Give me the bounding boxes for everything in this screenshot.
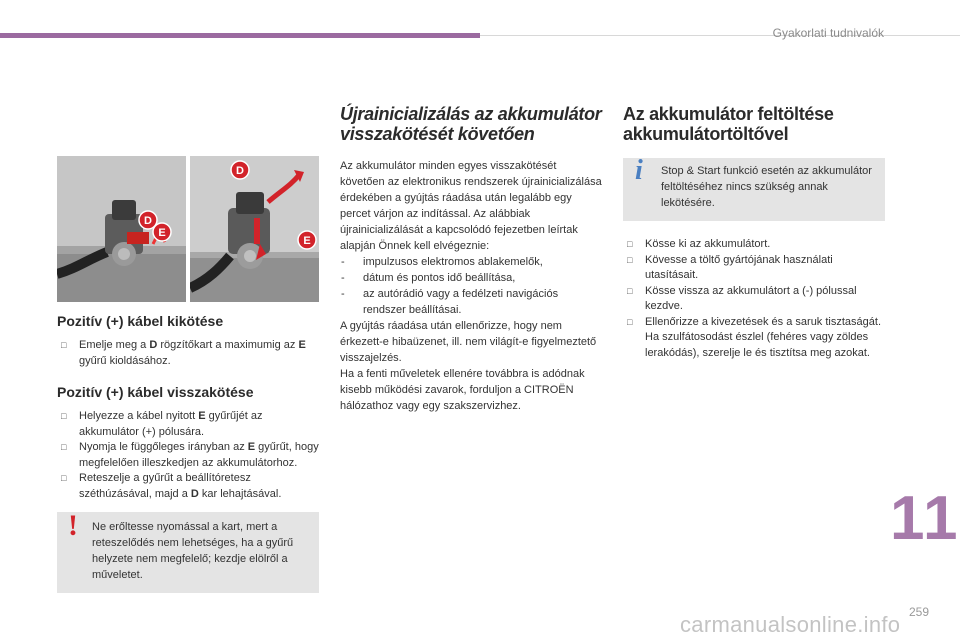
- info-note: [623, 155, 885, 221]
- list-item: - impulzusos elektromos ablakemelők,: [340, 254, 602, 270]
- header-rule: [480, 35, 960, 36]
- disconnect-title: Pozitív (+) kábel kikötése: [57, 313, 224, 329]
- page-number: 259: [909, 605, 930, 619]
- list-item: □ Emelje meg a D rögzítőkart a maximumig az E gyűrű kioldásához.: [57, 338, 319, 369]
- list-item: - az autórádió vagy a fedélzeti navigációs rendszer beállításai.: [340, 286, 602, 318]
- list-item: □ Kösse vissza az akkumulátort a (-) pólussal kezdve.: [623, 284, 885, 315]
- label-e-left: E: [158, 227, 166, 239]
- middle-column: [340, 104, 602, 414]
- charging-title: Az akkumulátor feltöltése akkumulátortöltővel: [623, 104, 834, 144]
- list-item: □ Nyomja le függőleges irányban az E gyűrűt, hogy megfelelően illeszkedjen az akkumulátorhoz.: [57, 440, 319, 471]
- list-item: □ Reteszelje a gyűrűt a beállítóretesz széthúzásával, majd a D kar lehajtásával.: [57, 471, 319, 502]
- reinit-check-text: A gyújtás ráadása után ellenőrizze, hogy nem érkezett-e hibaüzenet, ill. nem világít-e figyelmeztető visszajelzés.: [340, 320, 597, 364]
- header-accent-bar: [0, 33, 480, 38]
- reinit-intro: Az akkumulátor minden egyes visszakötését követően az elektronikus rendszerek újrainicializálása érdekében a gyújtás ráadása után legalább egy percet várjon az indítással. Az alábbiak újrainicializálását a kapcsolódó fejezetben leírtak alapján Önnek kell elvégeznie:: [340, 160, 602, 252]
- terminal-photo-left: [57, 156, 186, 302]
- label-e-right: E: [303, 235, 311, 247]
- charging-steps: [623, 237, 885, 361]
- watermark: carmanualsonline.info: [680, 612, 901, 637]
- reinit-service-text: Ha a fenti műveletek ellenére továbbra is adódnak kisebb működési zavarok, forduljon a CITROËN hálózathoz vagy egy szakszervizhez.: [340, 368, 585, 412]
- warning-note: [57, 509, 319, 593]
- list-item: □ Kösse ki az akkumulátort.: [623, 237, 885, 253]
- list-item: □ Helyezze a kábel nyitott E gyűrűjét az akkumulátor (+) pólusára.: [57, 409, 319, 440]
- battery-terminal-photos: [57, 156, 319, 302]
- info-icon: i: [635, 155, 643, 186]
- label-d-left: D: [144, 215, 152, 227]
- reconnect-steps: [57, 409, 319, 502]
- reinit-title: Újrainicializálás az akkumulátor visszakötését követően: [340, 104, 602, 144]
- right-column: [623, 104, 885, 361]
- list-item: □ Ellenőrizze a kivezetések és a saruk tisztaságát. Ha szulfátosodást észlel (fehéres vagy zöldes lerakódás), szerelje le és tisztítsa meg azokat.: [623, 315, 885, 362]
- warning-exclamation-icon: !: [68, 509, 78, 542]
- list-item: □ Kövesse a töltő gyártójának használati utasításait.: [623, 253, 885, 284]
- info-note-text: Stop & Start funkció esetén az akkumulátor feltöltéséhez nincs szükség annak lekötésére.: [661, 165, 872, 209]
- chapter-number: 11: [890, 484, 960, 553]
- reinit-items: [340, 254, 602, 318]
- reconnect-title: Pozitív (+) kábel visszakötése: [57, 384, 254, 400]
- warning-note-text: Ne erőltesse nyomással a kart, mert a reteszelődés nem lehetséges, ha a gyűrű helyzete nem megfelelő; kezdje elölről a műveletet.: [92, 521, 294, 581]
- disconnect-steps: [57, 338, 319, 369]
- left-column: [57, 156, 319, 593]
- terminal-photo-right: [190, 156, 319, 302]
- label-d-right: D: [236, 165, 244, 177]
- list-item: - dátum és pontos idő beállítása,: [340, 270, 602, 286]
- page-header-title: Gyakorlati tudnivalók: [772, 26, 884, 40]
